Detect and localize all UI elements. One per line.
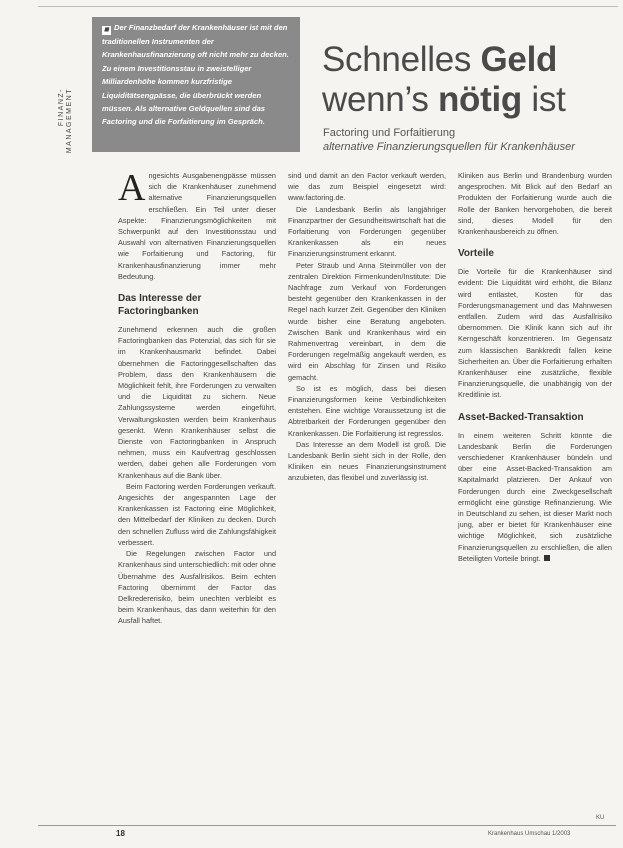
end-mark-icon <box>544 555 550 561</box>
col1-paragraph-4: Die Regelungen zwischen Factor und Krankenhaus sind unterschiedlich: mit oder ohne Übernahme des Ausfallrisikos. Beim echten Factoring übernimmt der Factor das Delkredererisiko, beim unechten verbleibt es beim Krankenhaus, das dann weiterhin für den Ausfall haftet. <box>118 549 276 626</box>
col3-p3-text: In einem weiteren Schritt könnte die Landesbank Berlin die Forderungen verschiedener Krankenhäuser bündeln und über eine Asset-Backed-Transaktion am Kapitalmarkt platzieren. Der Ankauf von Forderungen durch eine Zweckgesellschaft ermöglicht eine günstige Refinanzierung. Wie in Deutschland zu sehen, ist dieser Markt noch jung, aber er bietet für Krankenhäuser eine wichtige Möglichkeit, sich zusätzliche Finanzierungsquellen zu erschließen, die allen Beteiligten Vorteile bringt. <box>458 430 612 563</box>
square-bullet-icon: ◼ <box>102 26 111 35</box>
headline-bold1: Geld <box>480 40 558 79</box>
col2-paragraph-4: So ist es möglich, dass bei diesen Finanzierungsformen keine Verbindlichkeiten entstehen. Eine wichtige Voraussetzung ist die Abtretbarkeit der Forderungen gegenüber den Krankenkassen. Die Forfaitierung ist regresslos. <box>288 383 446 438</box>
col2-paragraph-3: Peter Straub und Anna Steinmüller von der zentralen Direktion Firmenkunden/Institute: Die Nachfrage zum Verkauf von Forderungen besteht gegenüber den Krankenkassen in der Regel nach kurzer Zeit. Gegenüber den Kliniken wurde bisher eine Beratung angeboten. Zwischen Bank und Krankenhaus wird ein Rahmenvertrag vereinbart, in dem die Forderungen regelmäßig angekauft werden, es wird ein Abschlag für Zinsen und Risiko gemacht. <box>288 260 446 382</box>
col1-paragraph-1 <box>118 167 276 282</box>
page-number: 18 <box>116 829 125 838</box>
intro-text: Der Finanzbedarf der Krankenhäuser ist mit den traditionellen Instrumenten der Krankenhausfinanzierung oft nicht mehr zu decken. Zu einem Investitionsstau in zweistelliger Milliardenhöhe kommen kurzfristige Liquiditätsengpässe, die überbrückt werden müssen. Als alternative Geldquellen sind das Factoring und die Forfaitierung im Gespräch. <box>102 23 289 127</box>
col3-paragraph-3 <box>458 430 612 564</box>
column-1 <box>118 167 276 627</box>
col1-p1-text: ngesichts Ausgabenengpässe müssen sich die Krankenhäuser zunehmend alternative Finanzierungsquellen erschließen. Ein Teil unter dieser Aspekte: Finanzierungsmöglichkeiten mit Schwerpunkt auf den Investitionsstau und Auswahl von alternativen Finanzierungsquellen wie Forfaitierung und Factoring, für Krankenhausfinanzierung immer mehr Bedeutung. <box>118 171 276 281</box>
headline-part3: ist <box>521 80 566 119</box>
headline <box>322 40 612 120</box>
drop-cap: A <box>118 167 146 209</box>
publication-footer: Krankenhaus Umschau 1/2003 <box>488 831 571 837</box>
headline-part2: wenn’s <box>322 80 438 119</box>
col1-paragraph-2: Zunehmend erkennen auch die großen Factoringbanken das Potenzial, das sich für sie im Krankenhausmarkt befindet. Dabei übernehmen die Factoringgesellschaften das Problem, dass den Krankenhäusern die Möglichkeit fehlt, ihre Forderungen zu verwalten und die Liquidität zu sichern. Neue Zahlungssysteme werden eingeführt, Verwaltungskosten werden beim Krankenhaus gesenkt. Wenn Krankenhäuser selbst die Dienste von Factoringbanken in Anspruch nehmen, muss ein Kaufvertrag geschlossen werden, dabei gehen alle Forderungen vom Krankenhaus auf die Bank über. <box>118 325 276 480</box>
column-3 <box>458 170 612 564</box>
top-rule <box>38 6 618 7</box>
subtitle-line2: alternative Finanzierungsquellen für Krankenhäuser <box>323 141 575 153</box>
corner-mark: KU <box>596 815 605 821</box>
col2-paragraph-2: Die Landesbank Berlin als langjähriger Finanzpartner der Gesundheitswirtschaft hat die Forfaitierung von Forderungen gegenüber Krankenkassen als ein neues Finanzierungsinstrument erkannt. <box>288 204 446 259</box>
col3-paragraph-1: Kliniken aus Berlin und Brandenburg wurden angesprochen. Mit Blick auf den Bedarf an Produkten der Forfaitierung wurde auch die Rolle der Banken hervorgehoben, die bereit sind, dieses Modell für den Krankenhausbereich zu öffnen. <box>458 171 612 237</box>
col3-heading-2: Asset-Backed-Transaktion <box>458 411 584 423</box>
headline-part1: Schnelles <box>322 40 481 79</box>
col2-paragraph-1: sind und damit an den Factor verkauft werden, wie das zum Beispiel eingesetzt wird: www.factoring.de. <box>288 171 446 203</box>
column-2 <box>288 170 446 484</box>
col1-paragraph-3: Beim Factoring werden Forderungen verkauft. Angesichts der angespannten Lage der Krankenkassen ist Factoring eine Möglichkeit, den Mittelbedarf der Kliniken zu decken. Durch den schnellen Zufluss wird die Zahlungsfähigkeit verbessert. <box>118 481 276 547</box>
col3-heading-1: Vorteile <box>458 248 494 260</box>
intro-box <box>92 17 300 152</box>
col3-paragraph-2: Die Vorteile für die Krankenhäuser sind evident: Die Liquidität wird erhöht, die Bilanz wird entlastet, Kosten für das Forderungsmanagement und das Mahnwesen entfallen. Zudem wird das Ausfallrisiko übernommen. Die Klinik kann sich auf ihr Kerngeschäft konzentrieren. Im Gegensatz zum klassischen Bankkredit fallen keine Sicherheiten an. Über die Forfaitierung erhalten Krankenhäuser eine zusätzliche, flexible Finanzierungsquelle, die unabhängig von der Kreditlinie ist. <box>458 267 612 400</box>
section-label <box>58 88 74 198</box>
headline-bold2: nötig <box>437 80 522 119</box>
section-label-line2: MANAGEMENT <box>66 88 73 154</box>
section-label-line1: FINANZ- <box>58 88 65 127</box>
col1-heading: Das Interesse der Factoringbanken <box>118 293 202 318</box>
col2-paragraph-5: Das Interesse an dem Modell ist groß. Die Landesbank Berlin sieht sich in der Rolle, den Kliniken ein neues Finanzierungsinstrument anzubieten, das flexibel und zuverlässig ist. <box>288 439 446 483</box>
footer-rule <box>38 825 616 826</box>
subtitle-line1: Factoring und Forfaitierung <box>323 127 456 139</box>
subtitle <box>323 126 613 154</box>
